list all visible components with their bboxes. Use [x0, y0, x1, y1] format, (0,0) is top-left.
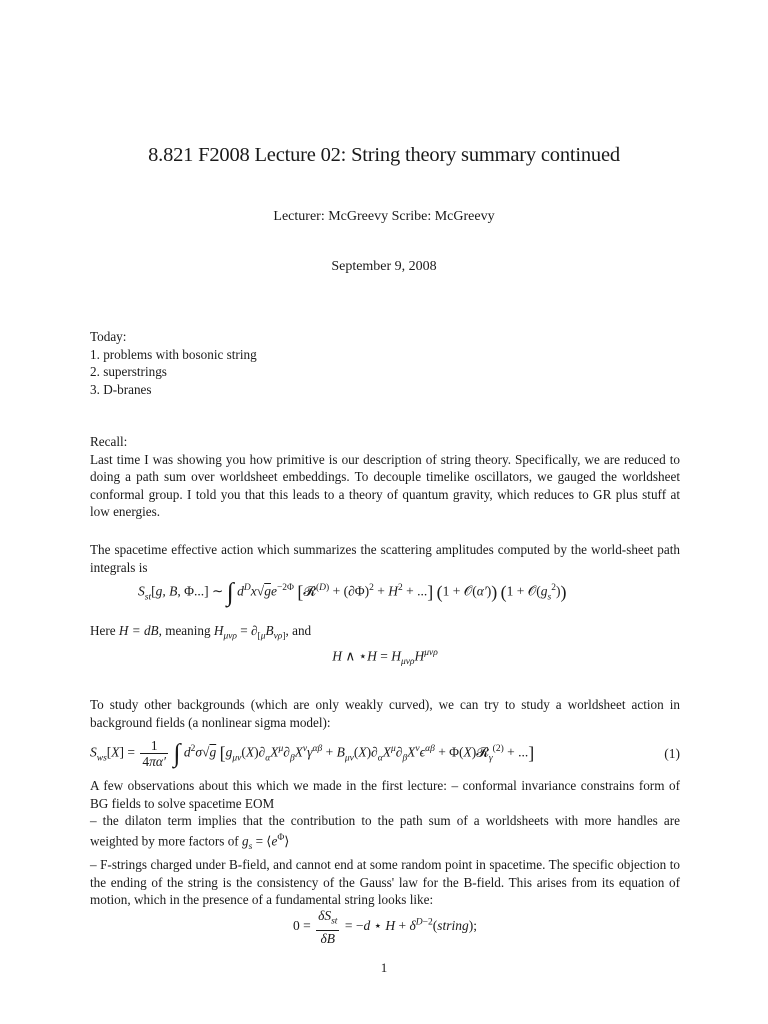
today-item: 1. problems with bosonic string — [90, 346, 257, 362]
observation-line: A few observations about this which we made in the first lecture: – conformal invariance constrains form of BG fields to solve spacetime EOM — [90, 778, 680, 811]
recall-heading: Recall: — [90, 434, 128, 449]
observation-line: – the dilaton term implies that the contribution to the path sum of a worldsheets with more handles are weighted by more factors of $g_s$ = $⟨e^\Phi⟩$ — [90, 813, 680, 852]
today-item: 3. D-branes — [90, 381, 152, 397]
effective-action-intro: The spacetime effective action which summarizes the scattering amplitudes computed by the world-sheet path integrals is — [90, 542, 680, 575]
backgrounds-paragraph: To study other backgrounds (which are only weakly curved), we can try to study a worldsheet action in background fields (a nonlinear sigma model): — [90, 697, 680, 730]
today-heading: Today: — [90, 329, 127, 344]
authors-line: Lecturer: McGreevy Scribe: McGreevy — [273, 209, 495, 224]
today-section — [90, 328, 680, 398]
here-prefix: Here — [90, 623, 116, 638]
field-strength-line: Here H = dB, meaning $H_{\mu\nu\rho} = \partial_{[\mu}B_{\nu\rho]}$, and — [90, 623, 312, 642]
equation-number: (1) — [664, 746, 680, 761]
page-number: 1 — [380, 960, 388, 975]
here-mid: , meaning — [158, 623, 211, 638]
here-and: , and — [285, 623, 312, 638]
sigma-model-equation: $S_{ws}[X]$ = $\frac{1}{4\pi\alpha'}$ ∫ $d^2\sigma√g$ [$g_{\mu\nu}(X)\partial_\alpha X^\mu\partial_\beta X^\nu\gamma^{\alpha\beta} + B_{\mu\nu}(X)\partial_\alpha X^\mu\partial_\beta X^\nu\epsilon^{\alpha\beta}$ + Φ(X)𝓡$_\gamma^{(2)}$ + ...] (1) — [90, 738, 680, 769]
effective-action-equation: $S_{st}[g$, B, Φ...] ∼ ∫ $d^Dx√ge^{-2\Phi}$ [𝓡$^{(D)}$ + $(\partial\Phi)^2 + H^2$ + ...] (1 + 𝒪(α′)) $(1 + 𝒪(g_s^2))$ — [138, 577, 567, 607]
today-item: 2. superstrings — [90, 364, 167, 379]
observations-section — [90, 777, 680, 909]
date-line: September 9, 2008 — [331, 259, 437, 274]
recall-paragraph: Last time I was showing you how primitive is our description of string theory. Specifically, we are reduced to doing a path sum over worldsheet embeddings. To decouple timelike oscillators, we gauged the worldsheet conformal group. I told you that this leads to a theory of quantum gravity, which reduces to GR plus stuff at low energies. — [90, 451, 680, 519]
gauss-law-equation: 0 = $\frac{\delta S_{st}}{\delta B}$ = −d ⋆ $H + \delta^{D-2}(string)$; — [292, 908, 478, 946]
h-wedge-equation: H ∧ ⋆H = $H_{\mu\nu\rho}H^{\mu\nu\rho}$ — [332, 648, 438, 668]
page-title: 8.821 F2008 Lecture 02: String theory summary continued — [148, 144, 620, 166]
recall-section — [90, 433, 680, 521]
observation-line: – F-strings charged under B-field, and cannot end at some random point in spacetime. The specific objection to the ending of the string is the consistency of the Gauss' law for the B-field. This arises from its equation of motion, which in the presence of a fundamental string looks like: — [90, 857, 680, 908]
